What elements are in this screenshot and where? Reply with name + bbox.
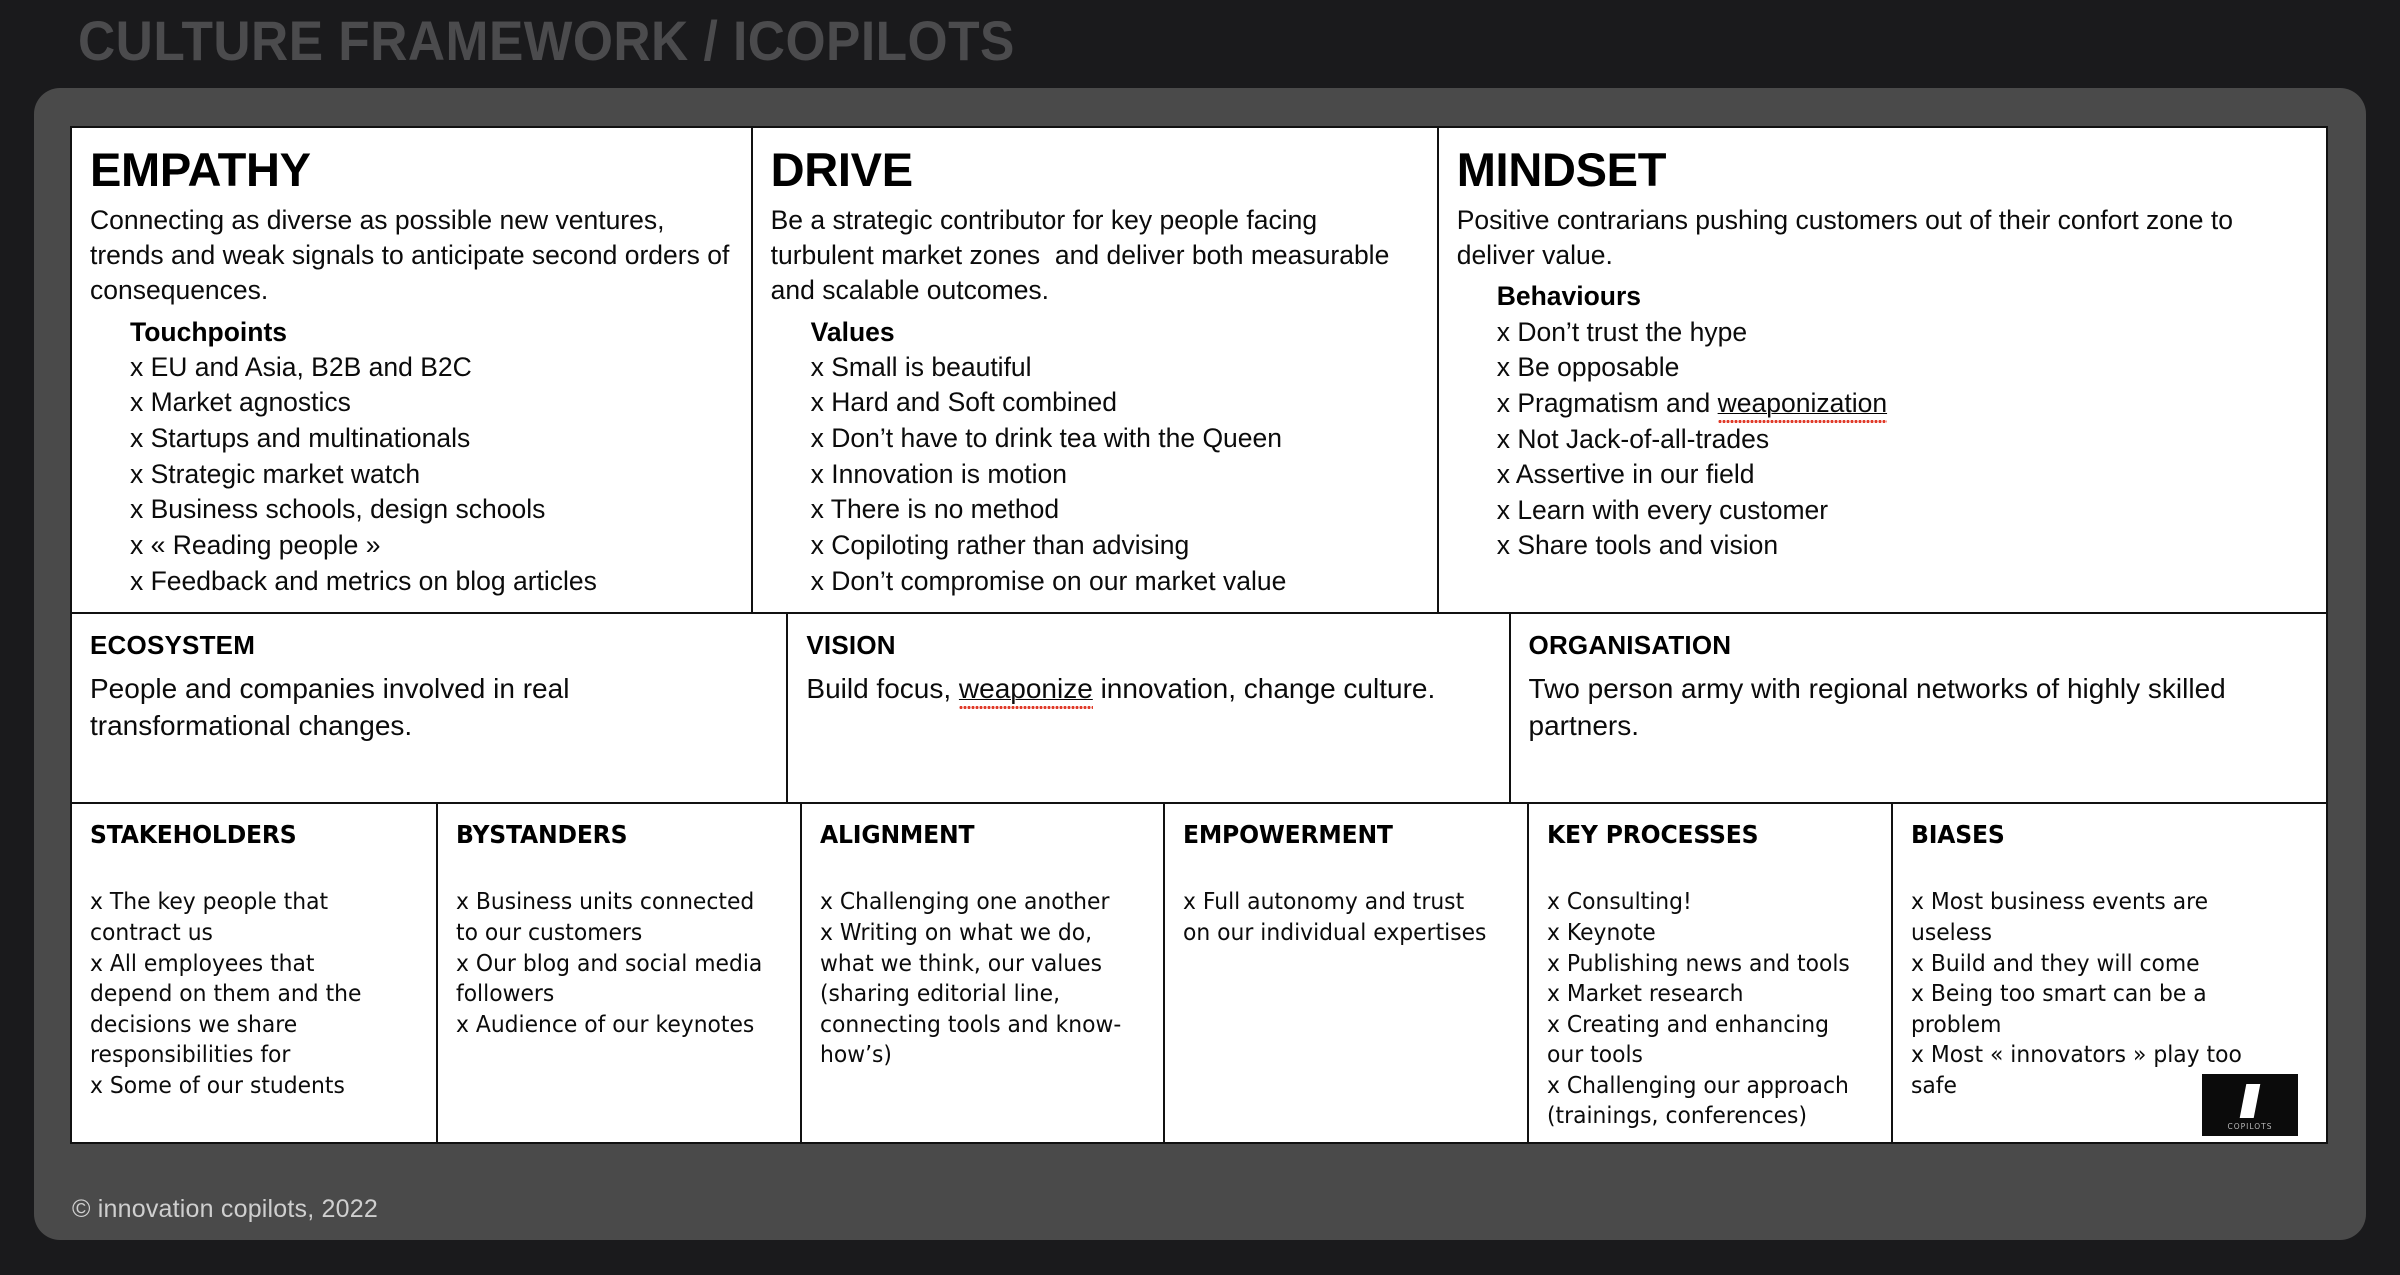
list-item: x EU and Asia, B2B and B2C (130, 351, 472, 382)
empathy-subheading: Touchpoints (130, 316, 288, 347)
list-item: x Share tools and vision (1496, 530, 1779, 561)
list-item: x Learn with every customer (1496, 494, 1829, 525)
list-item: x Our blog and social media followers (455, 950, 763, 1008)
empowerment-heading: EMPOWERMENT (1183, 820, 1394, 850)
list-item: x Startups and multinationals (130, 423, 471, 454)
misspelled-prefix: x Pragmatism and (1496, 387, 1718, 418)
cell-empathy (72, 128, 751, 612)
bystanders-heading: BYSTANDERS (455, 820, 628, 850)
framework-grid (70, 126, 2328, 1144)
cell-biases (1891, 804, 2326, 1142)
list-item: x All employees that depend on them and the decisions we share responsibilities for (90, 950, 362, 1069)
biases-heading: BIASES (1911, 820, 2005, 850)
mindset-subheading: Behaviours (1496, 281, 1642, 312)
empathy-bullet-list (88, 350, 735, 599)
vision-heading: VISION (806, 630, 896, 661)
ecosystem-heading: ECOSYSTEM (90, 630, 256, 661)
list-item: x The key people that contract us (90, 889, 329, 946)
cell-ecosystem (72, 614, 786, 802)
vision-body-after: innovation, change culture. (1092, 673, 1436, 705)
audiences-row (72, 802, 2326, 1142)
list-item: x Challenging our approach (trainings, conferences) (1547, 1072, 1850, 1130)
biases-bullet-list (1909, 887, 2310, 1101)
list-item: x Challenging one another (819, 889, 1110, 916)
cell-bystanders (436, 804, 800, 1142)
cell-mindset (1437, 128, 2326, 612)
mindset-bullet-list (1455, 315, 2310, 564)
list-item: x Don’t compromise on our market value (810, 565, 1287, 596)
list-item: x Not Jack-of-all-trades (1496, 423, 1770, 454)
slanted-i-icon (2240, 1084, 2261, 1118)
list-item: x Writing on what we do, what we think, our values (sharing editorial line, connecting tools and know-how’s) (819, 919, 1121, 1069)
list-item: x Creating and enhancing our tools (1547, 1011, 1830, 1069)
alignment-bullet-list (818, 887, 1148, 1070)
empathy-heading: EMPATHY (90, 143, 311, 196)
list-item: x Feedback and metrics on blog articles (130, 565, 597, 596)
organisation-body: Two person army with regional networks of highly skilled partners. (1528, 673, 2226, 741)
copyright-footer: © innovation copilots, 2022 (72, 1195, 378, 1223)
list-item: x Business units connected to our customers (455, 889, 755, 946)
organisation-heading: ORGANISATION (1528, 630, 1732, 661)
drive-heading: DRIVE (770, 143, 913, 196)
empowerment-bullet-list (1181, 887, 1511, 948)
ecosystem-body: People and companies involved in real transformational changes. (90, 673, 570, 741)
list-item: x There is no method (810, 494, 1060, 525)
drive-subheading: Values (810, 316, 895, 347)
vision-body-before: Build focus, (806, 673, 959, 705)
list-item: x Most « innovators » play too safe (1911, 1042, 2242, 1099)
cell-vision (786, 614, 1508, 802)
list-item: x Don’t trust the hype (1496, 316, 1748, 347)
cell-drive (751, 128, 1437, 612)
cell-empowerment (1163, 804, 1527, 1142)
cell-key-processes (1527, 804, 1891, 1142)
list-item: x Most business events are useless (1911, 889, 2209, 946)
list-item: x Assertive in our field (1496, 459, 1755, 490)
list-item: x Business schools, design schools (130, 494, 546, 525)
mindset-description: Positive contrarians pushing customers out of their confort zone to deliver value. (1456, 204, 2241, 271)
framework-panel (34, 88, 2366, 1240)
mindset-heading: MINDSET (1456, 143, 1667, 196)
list-item: x Market agnostics (130, 387, 351, 418)
list-item: x Keynote (1547, 919, 1656, 946)
list-item: x Copiloting rather than advising (810, 530, 1190, 561)
stakeholders-bullet-list (88, 887, 420, 1101)
list-item: x Consulting! (1547, 889, 1693, 916)
copilots-logo (2202, 1074, 2298, 1136)
page-title: CULTURE FRAMEWORK / ICOPILOTS (78, 9, 1015, 72)
list-item: x Small is beautiful (810, 351, 1032, 382)
pillars-row (72, 128, 2326, 612)
definitions-row (72, 612, 2326, 802)
empathy-description: Connecting as diverse as possible new ventures, trends and weak signals to anticipate second orders of consequences. (90, 204, 737, 306)
list-item: x « Reading people » (130, 530, 381, 561)
list-item: x Some of our students (90, 1072, 345, 1099)
cell-organisation (1509, 614, 2326, 802)
cell-stakeholders (72, 804, 436, 1142)
stakeholders-heading: STAKEHOLDERS (90, 820, 297, 850)
vision-body (806, 671, 1492, 708)
cell-alignment (800, 804, 1164, 1142)
alignment-heading: ALIGNMENT (819, 820, 974, 850)
list-item: x Market research (1547, 981, 1744, 1008)
list-item: x Be opposable (1496, 352, 1680, 383)
list-item: x Being too smart can be a problem (1911, 981, 2207, 1038)
list-item: x Hard and Soft combined (810, 387, 1118, 418)
spellcheck-word-weaponize: weaponize (958, 673, 1093, 705)
drive-description: Be a strategic contributor for key people facing turbulent market zones and deliver both measurable and scalable outcomes. (770, 204, 1397, 306)
list-item: x Don’t have to drink tea with the Queen (810, 423, 1283, 454)
spellcheck-word-weaponization: weaponization (1717, 387, 1888, 418)
key-processes-bullet-list (1545, 887, 1875, 1132)
list-item: x Audience of our keynotes (455, 1011, 755, 1038)
list-item: x Innovation is motion (810, 458, 1067, 489)
list-item-misspelled (1497, 386, 2310, 422)
list-item: x Publishing news and tools (1547, 950, 1851, 977)
bystanders-bullet-list (454, 887, 784, 1040)
drive-bullet-list (769, 350, 1421, 599)
list-item: x Build and they will come (1911, 950, 2200, 977)
list-item: x Full autonomy and trust on our individual expertises (1183, 889, 1487, 946)
list-item: x Strategic market watch (130, 458, 421, 489)
key-processes-heading: KEY PROCESSES (1547, 820, 1759, 850)
logo-wordmark: COPILOTS (2227, 1122, 2273, 1131)
